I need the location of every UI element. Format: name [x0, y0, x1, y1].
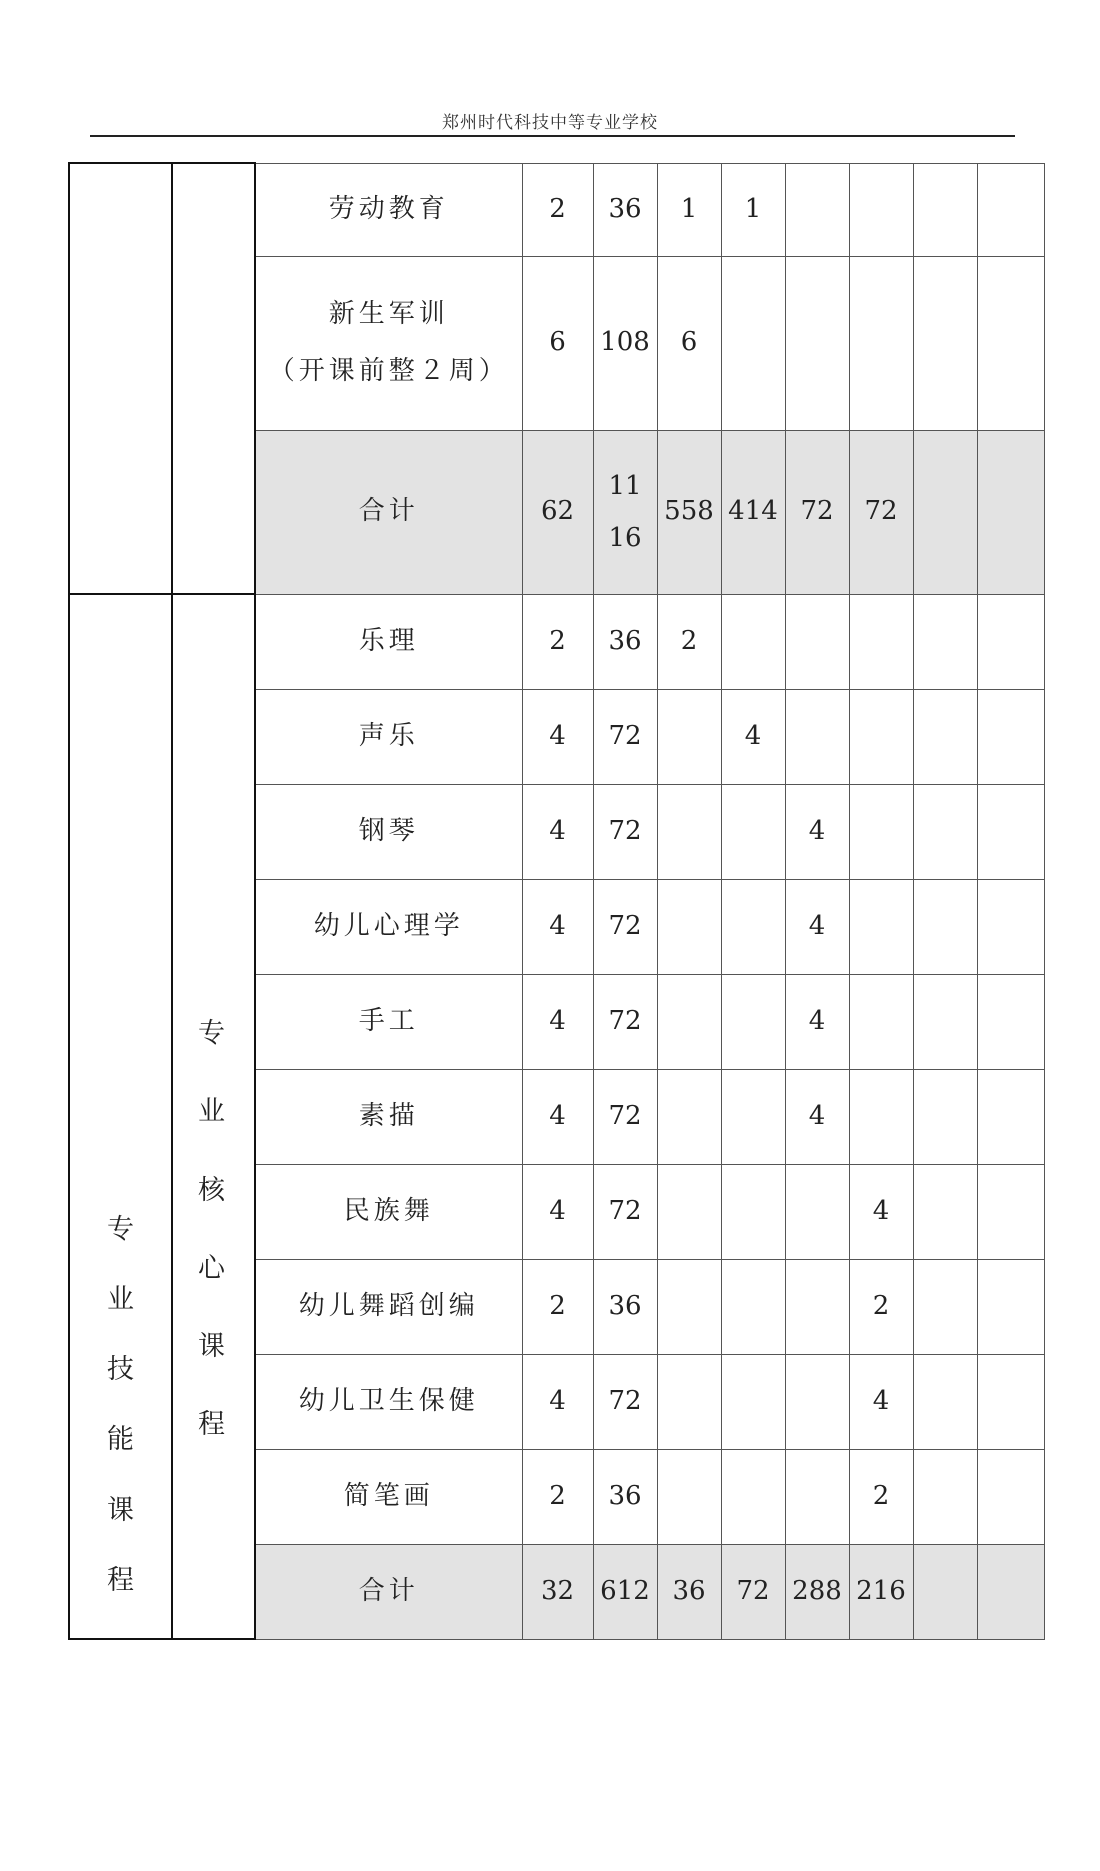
- semester-6-cell: [977, 784, 1044, 879]
- semester-4-cell: 4: [849, 1354, 913, 1449]
- semester-3-cell: [785, 689, 849, 784]
- hours-total: 612: [593, 1544, 657, 1639]
- semester-1-cell: [657, 974, 721, 1069]
- semester-4-cell: [849, 594, 913, 689]
- semester-4-cell: [849, 784, 913, 879]
- course-name: 声乐: [255, 689, 522, 784]
- semester-3-total: 288: [785, 1544, 849, 1639]
- semester-3-cell: [785, 163, 849, 256]
- semester-2-total: 414: [721, 430, 785, 594]
- semester-1-cell: 1: [657, 163, 721, 256]
- semester-1-total: 558: [657, 430, 721, 594]
- semester-5-cell: [913, 1069, 977, 1164]
- semester-1-cell: [657, 1449, 721, 1544]
- semester-4-cell: [849, 974, 913, 1069]
- semester-6-cell: [977, 1259, 1044, 1354]
- credits-cell: 4: [522, 879, 593, 974]
- semester-5-cell: [913, 1449, 977, 1544]
- hours-cell: 36: [593, 594, 657, 689]
- semester-3-cell: 4: [785, 879, 849, 974]
- course-name: 手工: [255, 974, 522, 1069]
- semester-2-cell: [721, 879, 785, 974]
- category-cell-blank: [69, 163, 172, 594]
- total-label: 合计: [255, 1544, 522, 1639]
- credits-total: 62: [522, 430, 593, 594]
- semester-1-cell: [657, 784, 721, 879]
- hours-cell: 72: [593, 1164, 657, 1259]
- semester-5-cell: [913, 594, 977, 689]
- semester-5-cell: [913, 879, 977, 974]
- course-name: 幼儿心理学: [255, 879, 522, 974]
- semester-1-cell: [657, 1259, 721, 1354]
- semester-5-total: [913, 430, 977, 594]
- course-name-line2: （开课前整２周）: [268, 356, 509, 386]
- credits-total: 32: [522, 1544, 593, 1639]
- hours-total: 1116: [593, 430, 657, 594]
- total-label: 合计: [255, 430, 522, 594]
- semester-6-cell: [977, 1164, 1044, 1259]
- credits-cell: 4: [522, 784, 593, 879]
- semester-6-cell: [977, 163, 1044, 256]
- hours-cell: 72: [593, 689, 657, 784]
- semester-1-cell: 6: [657, 256, 721, 430]
- course-name: 乐理: [255, 594, 522, 689]
- semester-1-cell: [657, 689, 721, 784]
- semester-6-cell: [977, 256, 1044, 430]
- semester-1-cell: [657, 1164, 721, 1259]
- semester-5-cell: [913, 784, 977, 879]
- semester-3-cell: [785, 1449, 849, 1544]
- semester-2-cell: [721, 256, 785, 430]
- semester-1-cell: [657, 1354, 721, 1449]
- hours-cell: 72: [593, 1354, 657, 1449]
- semester-2-total: 72: [721, 1544, 785, 1639]
- semester-2-cell: 1: [721, 163, 785, 256]
- course-name: 幼儿舞蹈创编: [255, 1259, 522, 1354]
- hours-cell: 72: [593, 879, 657, 974]
- semester-6-total: [977, 430, 1044, 594]
- semester-3-cell: [785, 594, 849, 689]
- semester-4-total: 216: [849, 1544, 913, 1639]
- school-header: 郑州时代科技中等专业学校: [442, 113, 658, 133]
- semester-5-cell: [913, 1259, 977, 1354]
- hours-cell: 72: [593, 784, 657, 879]
- semester-4-cell: [849, 163, 913, 256]
- credits-cell: 4: [522, 1164, 593, 1259]
- semester-6-total: [977, 1544, 1044, 1639]
- course-name: 钢琴: [255, 784, 522, 879]
- semester-6-cell: [977, 879, 1044, 974]
- course-name: 简笔画: [255, 1449, 522, 1544]
- hours-cell: 36: [593, 1259, 657, 1354]
- semester-2-cell: [721, 784, 785, 879]
- semester-4-total: 72: [849, 430, 913, 594]
- credits-cell: 2: [522, 1259, 593, 1354]
- hours-cell: 36: [593, 163, 657, 256]
- credits-cell: 4: [522, 1069, 593, 1164]
- subcategory-cell-blank: [172, 163, 255, 594]
- curriculum-table: [68, 162, 1045, 1640]
- category-label: 专业技能课程: [107, 1213, 134, 1596]
- credits-cell: 4: [522, 1354, 593, 1449]
- semester-3-cell: 4: [785, 974, 849, 1069]
- semester-5-cell: [913, 1164, 977, 1259]
- semester-4-cell: [849, 1069, 913, 1164]
- table-row: [69, 594, 1044, 689]
- course-name: [255, 256, 522, 430]
- semester-6-cell: [977, 1354, 1044, 1449]
- category-label-cell: [69, 594, 172, 1639]
- credits-cell: 6: [522, 256, 593, 430]
- semester-1-cell: [657, 879, 721, 974]
- semester-3-cell: 4: [785, 784, 849, 879]
- semester-1-total: 36: [657, 1544, 721, 1639]
- semester-2-cell: 4: [721, 689, 785, 784]
- semester-2-cell: [721, 1259, 785, 1354]
- semester-6-cell: [977, 1449, 1044, 1544]
- semester-4-cell: 2: [849, 1449, 913, 1544]
- semester-3-cell: [785, 1164, 849, 1259]
- credits-cell: 2: [522, 163, 593, 256]
- credits-cell: 2: [522, 1449, 593, 1544]
- credits-cell: 4: [522, 689, 593, 784]
- hours-cell: 72: [593, 1069, 657, 1164]
- semester-3-cell: [785, 1259, 849, 1354]
- semester-6-cell: [977, 1069, 1044, 1164]
- semester-2-cell: [721, 1164, 785, 1259]
- hours-cell: 108: [593, 256, 657, 430]
- semester-2-cell: [721, 1449, 785, 1544]
- semester-2-cell: [721, 594, 785, 689]
- semester-3-total: 72: [785, 430, 849, 594]
- semester-6-cell: [977, 594, 1044, 689]
- course-name: 幼儿卫生保健: [255, 1354, 522, 1449]
- semester-3-cell: 4: [785, 1069, 849, 1164]
- semester-6-cell: [977, 689, 1044, 784]
- semester-4-cell: [849, 879, 913, 974]
- course-name: 素描: [255, 1069, 522, 1164]
- subcategory-label-cell: [172, 594, 255, 1639]
- semester-2-cell: [721, 1069, 785, 1164]
- course-name: 民族舞: [255, 1164, 522, 1259]
- semester-3-cell: [785, 256, 849, 430]
- semester-3-cell: [785, 1354, 849, 1449]
- hours-cell: 36: [593, 1449, 657, 1544]
- semester-6-cell: [977, 974, 1044, 1069]
- credits-cell: 4: [522, 974, 593, 1069]
- semester-5-cell: [913, 974, 977, 1069]
- semester-5-total: [913, 1544, 977, 1639]
- semester-1-cell: [657, 1069, 721, 1164]
- semester-4-cell: 2: [849, 1259, 913, 1354]
- table-row: [69, 163, 1044, 256]
- hours-cell: 72: [593, 974, 657, 1069]
- semester-2-cell: [721, 1354, 785, 1449]
- course-name: 劳动教育: [255, 163, 522, 256]
- semester-5-cell: [913, 689, 977, 784]
- semester-1-cell: 2: [657, 594, 721, 689]
- semester-4-cell: [849, 689, 913, 784]
- semester-2-cell: [721, 974, 785, 1069]
- header-rule: [90, 135, 1015, 137]
- semester-4-cell: [849, 256, 913, 430]
- semester-5-cell: [913, 1354, 977, 1449]
- semester-4-cell: 4: [849, 1164, 913, 1259]
- subcategory-label: 专业核心课程: [197, 1018, 229, 1441]
- semester-5-cell: [913, 163, 977, 256]
- credits-cell: 2: [522, 594, 593, 689]
- course-name-line1: 新生军训: [328, 298, 449, 329]
- semester-5-cell: [913, 256, 977, 430]
